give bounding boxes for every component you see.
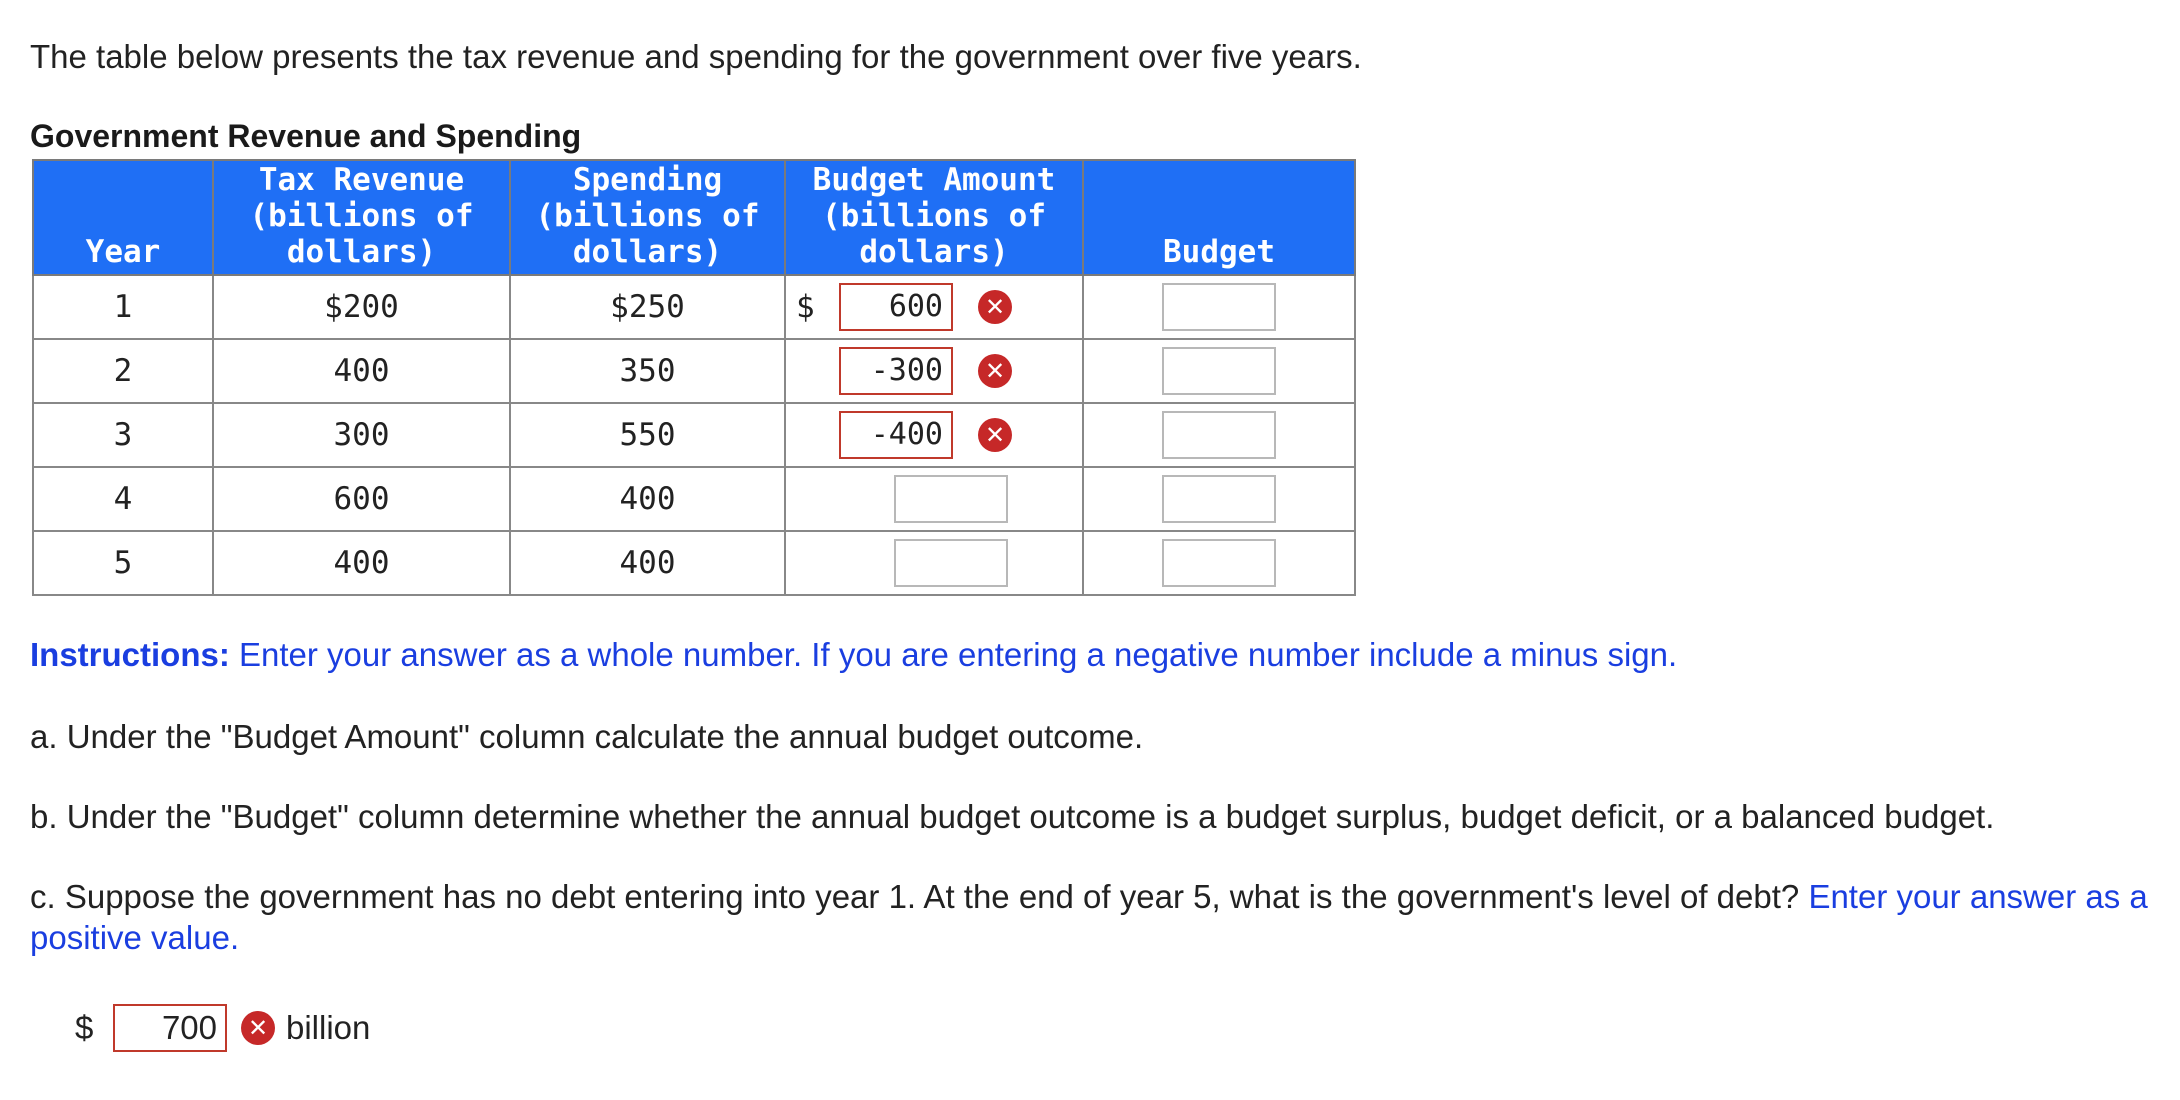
budget-cell: [1083, 467, 1355, 531]
budget-amount-input-year-2[interactable]: -300: [839, 347, 953, 395]
question-c-hint: Enter your answer as a positive value.: [30, 878, 2148, 956]
year-cell: 1: [33, 275, 213, 339]
header-budget: Budget: [1083, 160, 1355, 275]
budget-input-year-5[interactable]: [1162, 539, 1276, 587]
x-circle-icon: ✕: [978, 354, 1012, 388]
x-circle-icon: ✕: [978, 290, 1012, 324]
year-cell: 2: [33, 339, 213, 403]
debt-unit-label: billion: [286, 1009, 371, 1046]
budget-amount-input-year-1[interactable]: 600: [839, 283, 953, 331]
table-row: [33, 275, 1355, 339]
header-year: Year: [33, 160, 213, 275]
budget-cell: [1083, 339, 1355, 403]
x-circle-icon: ✕: [241, 1011, 275, 1045]
tax-revenue-cell: 300: [213, 403, 510, 467]
budget-amount-cell: [785, 403, 1083, 467]
budget-cell: [1083, 403, 1355, 467]
tax-revenue-cell: 400: [213, 531, 510, 595]
budget-amount-cell: [785, 531, 1083, 595]
budget-cell: [1083, 275, 1355, 339]
budget-amount-input-year-4[interactable]: [894, 475, 1008, 523]
revenue-spending-table: [32, 159, 1356, 596]
table-header-row: [33, 160, 1355, 275]
debt-answer-input[interactable]: 700: [113, 1004, 227, 1052]
budget-input-year-4[interactable]: [1162, 475, 1276, 523]
currency-symbol: $: [75, 1009, 94, 1046]
budget-input-year-1[interactable]: [1162, 283, 1276, 331]
budget-amount-cell: [785, 467, 1083, 531]
spending-cell: 400: [510, 467, 785, 531]
spending-cell: 400: [510, 531, 785, 595]
question-b: b. Under the "Budget" column determine whether the annual budget outcome is a budget surplus, budget deficit, or a balanced budget.: [30, 798, 1995, 835]
intro-text: The table below presents the tax revenue and spending for the government over five years.: [30, 38, 1362, 75]
table-title: Government Revenue and Spending: [30, 118, 582, 154]
header-tax-revenue: Tax Revenue (billions of dollars): [213, 160, 510, 275]
table-row: [33, 531, 1355, 595]
budget-cell: [1083, 531, 1355, 595]
spending-cell: 350: [510, 339, 785, 403]
table-row: [33, 339, 1355, 403]
question-c-text: c. Suppose the government has no debt entering into year 1. At the end of year 5, what is the government's level of debt?: [30, 878, 1800, 915]
budget-amount-cell: [785, 339, 1083, 403]
header-budget-amount: Budget Amount (billions of dollars): [785, 160, 1083, 275]
header-spending: Spending (billions of dollars): [510, 160, 785, 275]
tax-revenue-cell: $200: [213, 275, 510, 339]
table-row: [33, 403, 1355, 467]
instructions-label: Instructions:: [30, 636, 230, 673]
year-cell: 3: [33, 403, 213, 467]
question-a: a. Under the "Budget Amount" column calculate the annual budget outcome.: [30, 718, 1144, 755]
currency-symbol: $: [796, 289, 815, 325]
tax-revenue-cell: 400: [213, 339, 510, 403]
question-c: [30, 876, 2160, 958]
tax-revenue-cell: 600: [213, 467, 510, 531]
instructions: [30, 636, 1677, 674]
x-circle-icon: ✕: [978, 418, 1012, 452]
table-row: [33, 467, 1355, 531]
year-cell: 5: [33, 531, 213, 595]
instructions-text: Enter your answer as a whole number. If you are entering a negative number include a minus sign.: [239, 636, 1678, 673]
budget-input-year-3[interactable]: [1162, 411, 1276, 459]
spending-cell: 550: [510, 403, 785, 467]
year-cell: 4: [33, 467, 213, 531]
spending-cell: $250: [510, 275, 785, 339]
budget-amount-input-year-5[interactable]: [894, 539, 1008, 587]
budget-amount-cell: [785, 275, 1083, 339]
budget-input-year-2[interactable]: [1162, 347, 1276, 395]
budget-amount-input-year-3[interactable]: -400: [839, 411, 953, 459]
